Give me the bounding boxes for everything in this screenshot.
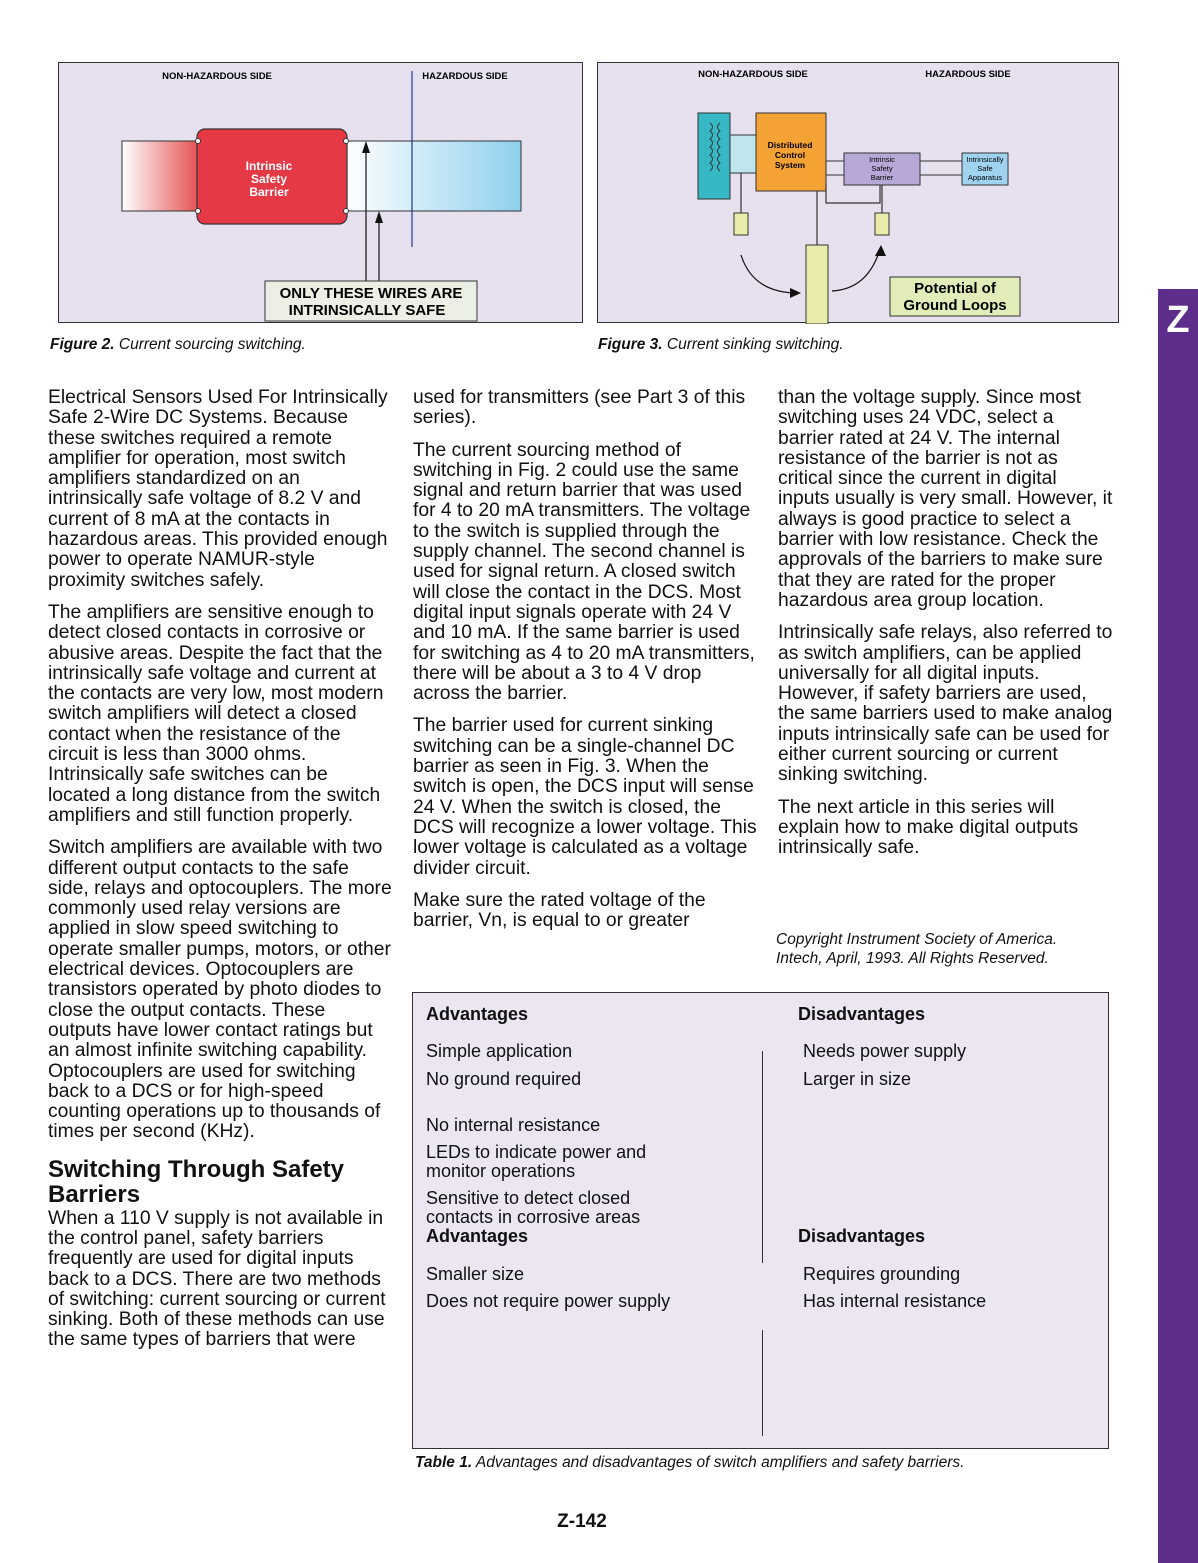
table-1 [412,992,1109,1449]
fig3-barrier-line-1: Intrinsic [869,155,895,164]
table-advantages-header-2: Advantages [426,1226,529,1246]
col1-paragraph-1: Electrical Sensors Used For Intrinsically Safe 2-Wire DC Systems. Because these switches required a remote amplifier for operation, most switch amplifiers standardized on an intrinsically safe voltage of 8.2 V and current of 8 mA at the contacts in hazardous areas. This provided enough power to operate NAMUR-style proximity switches safely. [48,387,388,591]
fig3-apparatus-line-2: Safe [977,164,993,173]
table-cell: Smaller size [426,1264,525,1284]
fig2-callout-line-2: INTRINSICALLY SAFE [288,302,446,319]
table-1-caption-number: Table 1. [415,1454,473,1471]
fig3-non-hazardous-label: NON-HAZARDOUS SIDE [698,69,808,80]
table-disadvantages-header: Disadvantages [798,1004,926,1024]
fig2-hazardous-label: HAZARDOUS SIDE [422,71,508,82]
fig3-apparatus-line-3: Apparatus [967,173,1003,182]
figure-3-caption-text: Current sinking switching. [666,336,844,353]
figure-3-caption-number: Figure 3. [598,336,663,353]
table-divider-lower [762,1330,763,1436]
figure-2-caption [50,336,306,354]
table-cell: contacts in corrosive areas [426,1207,641,1227]
fig3-callout-line-1: Potential of [914,280,996,297]
fig2-right-wire-bundle [345,141,521,211]
table-cell: Sensitive to detect closed [426,1188,631,1208]
table-1-caption [415,1454,964,1472]
fig3-ground-symbol-left [734,213,748,235]
text-column-2 [413,388,758,943]
section-heading: Switching Through Safety Barriers [48,1155,345,1208]
col1-paragraph-3: Switch amplifiers are available with two different output contacts to the safe side, relays and optocouplers. The more commonly used relay versions are applied in slow speed switching to operate smaller pumps, motors, or other electrical devices. Optocouplers are transistors operated by photo diodes to close the output contacts. These outputs have lower contact ratings but an almost infinite switching capability. Optocouplers are used for switching back to a DCS or for high-speed counting operations up to thousands of times per second (KHz). [48,837,392,1143]
col2-paragraph-1: used for transmitters (see Part 3 of this series). [413,387,746,429]
fig2-barrier-line-2: Safety [250,172,288,186]
fig3-barrier-line-3: Barrier [870,173,894,182]
table-disadvantages-header-2: Disadvantages [798,1226,926,1246]
col1-paragraph-4: When a 110 V supply is not available in the control panel, safety barriers frequently are used for digital inputs back to a DCS. There are two methods of switching: current sourcing or current sinking. Both of these methods can use the same types of barriers that were [48,1207,386,1351]
table-cell: Requires grounding [803,1264,961,1284]
table-cell: Does not require power supply [426,1291,671,1311]
side-tab-letter: Z [1166,299,1190,341]
fig3-apparatus-line-1: Intrinsically [966,155,1004,164]
fig3-hazardous-label: HAZARDOUS SIDE [925,69,1011,80]
fig3-transformer [698,113,730,199]
table-cell: Has internal resistance [803,1291,987,1311]
table-divider-upper [762,1051,763,1263]
table-cell: No internal resistance [426,1115,601,1135]
col2-paragraph-3: The barrier used for current sinking switching can be a single-channel DC barrier as seen in Fig. 3. When the switch is open, the DCS input will sense 24 V. When the switch is closed, the DCS will recognize a lower voltage. This lower voltage is calculated as a voltage divider circuit. [413,715,757,879]
fig2-callout-line-1: ONLY THESE WIRES ARE [279,285,463,302]
fig3-barrier-line-2: Safety [871,164,893,173]
figure-2-caption-number: Figure 2. [50,336,115,353]
figure-2-diagram [58,62,583,323]
table-cell: No ground required [426,1069,582,1089]
fig3-ground-loop-arrow-left [741,255,798,293]
figure-3-diagram [597,62,1119,323]
table-cell: Needs power supply [803,1041,967,1061]
fig3-dcs-line-1: Distributed [767,140,813,150]
figure-2-svg [59,63,584,324]
section-side-tab [1158,289,1198,1563]
col2-paragraph-2: The current sourcing method of switching in Fig. 2 could use the same signal and return barrier that was used for 4 to 20 mA transmitters. The voltage to the switch is supplied through the supply channel. The second channel is used for signal return. A closed switch will close the contact in the DCS. Most digital input signals operate with 24 V and 10 mA. If the same barrier is used for switching as 4 to 20 mA transmitters, there will be about a 3 to 4 V drop across the barrier. [413,439,755,705]
col1-paragraph-2: The amplifiers are sensitive enough to detect closed contacts in corrosive or abusive areas. Despite the fact that the intrinsically safe voltage and current at the contacts are very low, most modern switch amplifiers will detect a closed contact when the resistance of the circuit is less than 3000 ohms. Intrinsically safe switches can be located a long distance from the switch amplifiers and still function properly. [48,601,384,826]
fig2-non-hazardous-label: NON-HAZARDOUS SIDE [162,71,272,82]
figure-3-caption [598,336,844,354]
text-column-1 [48,388,393,1363]
figure-3-svg [598,63,1120,324]
fig2-barrier-line-3: Barrier [249,185,289,199]
table-advantages-header: Advantages [426,1004,529,1024]
table-cell: LEDs to indicate power and [426,1142,647,1162]
col3-paragraph-3: The next article in this series will explain how to make digital outputs intrinsically safe. [778,796,1079,859]
col3-paragraph-2: Intrinsically safe relays, also referred to as switch amplifiers, can be applied universally for all digital inputs. However, if safety barriers are used, the same barriers used to make analog inputs intrinsically safe can be used for either current sourcing or current sinking switching. [778,622,1113,786]
table-1-caption-text: Advantages and disadvantages of switch amplifiers and safety barriers. [475,1454,965,1471]
fig3-dcs-line-2: Control [774,150,806,160]
fig3-callout-line-2: Ground Loops [903,297,1007,314]
figure-2-caption-text: Current sourcing switching. [118,336,306,353]
table-cell: monitor operations [426,1161,576,1181]
text-column-3 [778,388,1113,871]
copyright-notice: Copyright Instrument Society of America. Intech, April, 1993. All Rights Reserved. [776,931,1058,967]
fig2-barrier-line-1: Intrinsic [245,159,293,173]
fig3-ground-loop-arrow-right [832,249,880,291]
table-cell: Simple application [426,1041,573,1061]
col3-paragraph-1: than the voltage supply. Since most switching uses 24 VDC, select a barrier rated at 24 V. The internal resistance of the barrier is not as critical since the current in digital inputs usually is very small. However, it always is good practice to select a barrier with low resistance. Check the approvals of the barriers to make sure that they are rated for the proper hazardous area group location. [778,387,1113,611]
fig3-ground-symbol-right [875,213,889,235]
fig3-transformer-link [730,135,756,173]
fig3-dcs-line-3: System [774,160,806,170]
table-cell: Larger in size [803,1069,912,1089]
fig2-left-wire-bundle [122,141,202,211]
fig2-arrow-lower-head [375,211,383,223]
fig3-ground-bus [806,245,828,324]
page-number: Z-142 [557,1511,607,1532]
col2-paragraph-4: Make sure the rated voltage of the barrier, Vn, is equal to or greater [413,889,706,932]
